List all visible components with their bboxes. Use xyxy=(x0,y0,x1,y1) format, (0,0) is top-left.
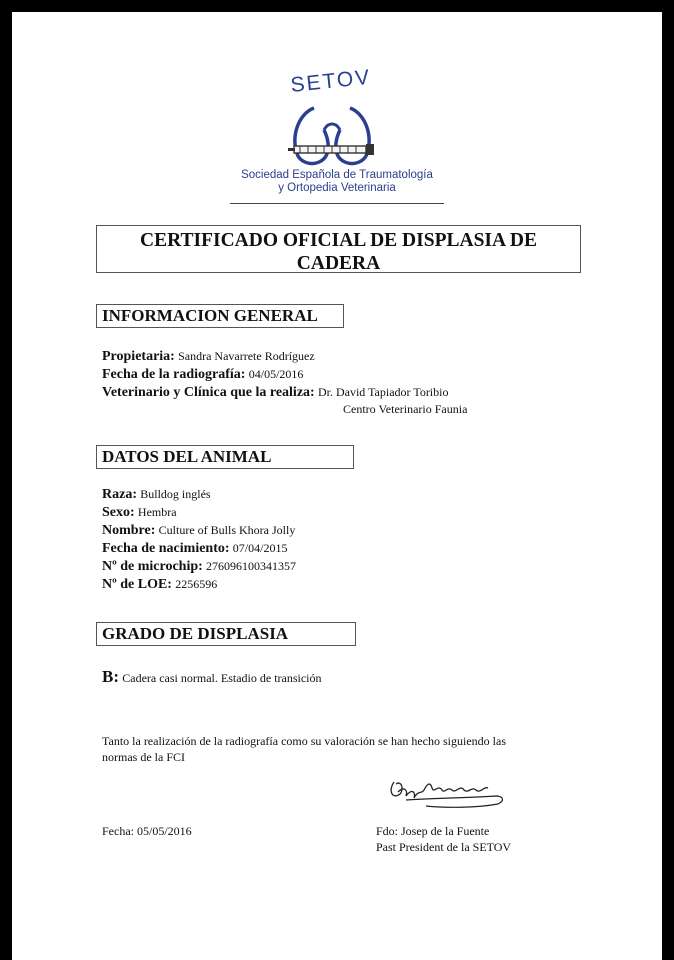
xray-date-value: 04/05/2016 xyxy=(248,367,304,381)
certificate-page xyxy=(12,12,662,960)
owner-value: Sandra Navarrete Rodríguez xyxy=(178,349,315,363)
name-row xyxy=(102,521,295,539)
fci-note xyxy=(102,733,572,765)
grade-description: Cadera casi normal. Estadio de transición xyxy=(122,671,322,685)
chip-label: Nº de microchip: xyxy=(102,559,203,574)
signer-name: Fdo: Josep de la Fuente xyxy=(376,824,490,838)
title-line-1: CERTIFICADO OFICIAL DE DISPLASIA DE xyxy=(140,230,537,251)
sex-label: Sexo: xyxy=(102,505,135,520)
fci-note-line-2: normas de la FCI xyxy=(102,750,185,764)
certificate-date: Fecha: 05/05/2016 xyxy=(102,824,192,838)
chip-value: 276096100341357 xyxy=(206,559,297,573)
xray-date-label: Fecha de la radiografía: xyxy=(102,367,246,382)
certificate-title xyxy=(96,229,581,275)
xray-date-row xyxy=(102,365,303,383)
handwritten-signature xyxy=(386,772,512,810)
breed-row xyxy=(102,485,211,503)
society-name xyxy=(222,169,452,195)
grade-row xyxy=(102,668,322,687)
birth-row xyxy=(102,539,287,557)
fci-note-line-1: Tanto la realización de la radiografía como su valoración se han hecho siguiendo las xyxy=(102,734,507,748)
signer-role: Past President de la SETOV xyxy=(376,840,512,854)
breed-value: Bulldog inglés xyxy=(140,487,211,501)
animal-heading: DATOS DEL ANIMAL xyxy=(102,447,272,466)
grade-heading: GRADO DE DISPLASIA xyxy=(102,624,289,643)
sex-row xyxy=(102,503,177,521)
vet-row xyxy=(102,383,448,401)
grade-letter: B: xyxy=(102,667,119,686)
name-value: Culture of Bulls Khora Jolly xyxy=(158,523,296,537)
setov-logo-wordmark: SETOV xyxy=(289,65,373,98)
society-line-1: Sociedad Española de Traumatología xyxy=(241,169,433,181)
loe-label: Nº de LOE: xyxy=(102,577,172,592)
sex-value: Hembra xyxy=(137,505,177,519)
chip-row xyxy=(102,557,296,575)
signer-block xyxy=(376,823,511,855)
birth-value: 07/04/2015 xyxy=(232,541,288,555)
vet-label: Veterinario y Clínica que la realiza: xyxy=(102,385,315,400)
logo-divider xyxy=(230,203,444,204)
society-line-2: y Ortopedia Veterinaria xyxy=(278,182,396,194)
loe-value: 2256596 xyxy=(175,577,218,591)
breed-label: Raza: xyxy=(102,487,137,502)
owner-row xyxy=(102,347,315,365)
title-line-2: CADERA xyxy=(296,253,381,274)
owner-label: Propietaria: xyxy=(102,349,175,364)
clinic-value: Centro Veterinario Faunia xyxy=(343,402,468,416)
birth-label: Fecha de nacimiento: xyxy=(102,541,230,556)
setov-emblem-icon xyxy=(284,100,380,172)
vet-value: Dr. David Tapiador Toribio xyxy=(317,385,449,399)
loe-row xyxy=(102,575,217,593)
name-label: Nombre: xyxy=(102,523,156,538)
general-heading: INFORMACION GENERAL xyxy=(102,306,318,325)
